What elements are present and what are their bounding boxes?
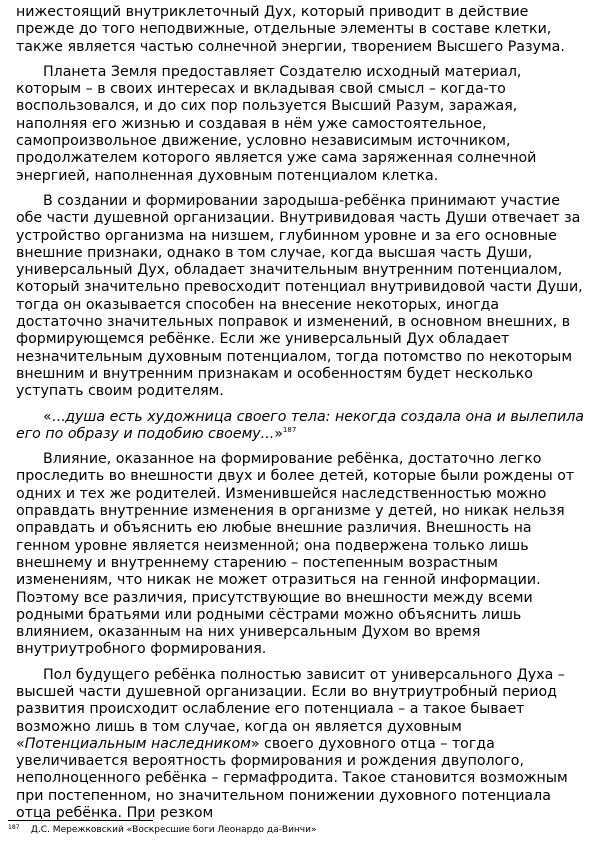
quote-paragraph bbox=[16, 409, 584, 444]
paragraph-1: нижестоящий внутриклеточный Дух, который приводит в действие прежде до того неподвижные, отдельные элементы в составе клетки, также является частью солнечной энергии, творением Высшего Разума. bbox=[16, 4, 565, 55]
paragraph-5-part-b: » своего духовного отца – тогда увеличивается вероятность формирования и рождения двуполого, неполноценного ребёнка – гермафродита. Такое становится возможным при постепенном, но значительном понижении духовного потенциала отца ребёнка. При резком bbox=[16, 735, 568, 822]
footnote-ref: 187 bbox=[282, 425, 297, 434]
quote-text: душа есть художница своего тела: некогда создала она и вылепила его по образу и подобию своему... bbox=[16, 408, 584, 442]
footnote-text: Д.С. Мережковский «Воскресшие боги Леонардо да-Винчи» bbox=[30, 825, 317, 835]
paragraph-2: Планета Земля предоставляет Создателю исходный материал, которым – в своих интересах и вкладывая свой смысл – когда-то воспользовался, и до сих пор пользуется Высший Разум, заражая, наполняя его жизнью и создавая в нём уже самостоятельное, самопроизвольное движение, условно независимым источником, продолжателем которого является уже сама заряженная солнечной энергией, наполненная духовным потенциалом клетка. bbox=[16, 63, 537, 184]
quote-close: » bbox=[274, 425, 283, 442]
quote-open: «... bbox=[43, 408, 66, 425]
paragraph-4: Влияние, оказанное на формирование ребёнка, достаточно легко проследить во внешности двух и более детей, которые были рождены от одних и тех же родителей. Изменившейся наследственностью можно оправдать внутренние изменения в организме у детей, но никак нельзя оправдать и объяснить ею любые внешние различия. Внешность на генном уровне является неизменной; она подвержена только лишь внешнему и внутреннему старению – постепенным возрастным изменениям, что никак не может отразиться на генной информации. Поэтому все различия, присутствующие во внешности между всеми родными братьями или родными сёстрами можно объяснить лишь влиянием, оказанным на них универсальным Духом во время внутриутробного формирования. bbox=[16, 451, 575, 658]
footnote-number: 187 bbox=[8, 824, 20, 831]
paragraph-5-italic: Потенциальным наследником bbox=[24, 735, 251, 752]
paragraph-3: В создании и формировании зародыша-ребёнка принимают участие обе части душевной организации. Внутривидовая часть Души отвечает за устройство организма на низшем, глубинном уровне и за его основные внешние признаки, однако в том случае, когда высшая часть Души, универсальный Дух, обладает значительным внутренним потенциалом, который значительно превосходит потенциал внутривидовой части Души, тогда он оказывается способен на внесение некоторых, иногда достаточно значительных поправок и изменений, в основном внешних, в формирующемся ребёнке. Если же универсальный Дух обладает незначительным духовным потенциалом, тогда потомство по некоторым внешним и внутренним признакам и особенностям будет несколько уступать своим родителям. bbox=[16, 192, 583, 400]
footnote bbox=[8, 824, 316, 836]
paragraph-5 bbox=[16, 667, 584, 823]
footnote-divider bbox=[8, 820, 153, 821]
page-body bbox=[16, 4, 584, 830]
paragraph-5-part-a: Пол будущего ребёнка полностью зависит от универсального Духа – высшей части душевной организации. Если во внутриутробный период развития происходит ослабление его потенциала – а такое бывает возможно лишь в том случае, когда он является духовным « bbox=[16, 666, 565, 752]
